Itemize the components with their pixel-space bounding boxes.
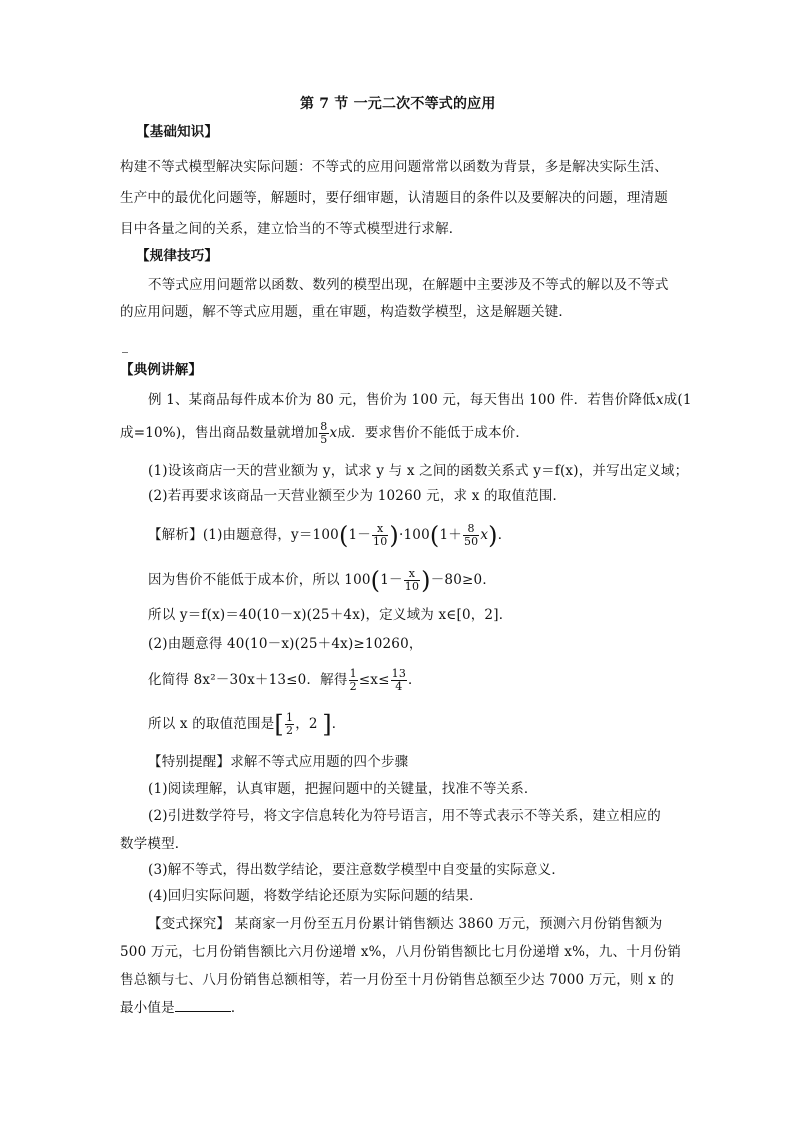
reminder-heading: 【特别提醒】求解不等式应用题的四个步骤 [148,754,409,770]
basics-line-1: 构建不等式模型解决实际问题：不等式的应用问题常常以函数为背景，多是解决实际生活、 [120,159,668,175]
frac-numerator: 1 [349,667,357,680]
frac-denominator: 2 [285,724,294,737]
examples-heading: 【典例讲解】 [120,362,203,378]
solution-5-mid: ≤x≤ [358,672,390,688]
reminder-step-1: (1)阅读理解，认真审题，把握问题中的关键量，找准不等关系． [148,781,538,797]
solution-5-frac-1 [349,668,358,693]
example1-line-1-text: 例 1、某商品每件成本价为 80 元，售价为 100 元，每天售出 100 件．若售价降低 [148,392,656,408]
page-title: 第 7 节 一元二次不等式的应用 [300,96,496,112]
reminder-step-3: (3)解不等式，得出数学结论，要注意数学模型中自变量的实际意义． [148,862,566,878]
tips-line-2: 的应用问题，解不等式应用题，重在审题，构造数学模型，这是解题关键． [120,304,573,320]
solution-5-a: 化简得 8x²－30x＋13≤0．解得 [148,672,348,688]
solution-line-4: (2)由题意得 40(10－x)(25＋4x)≥10260， [148,636,423,652]
frac-numerator: 13 [391,667,407,680]
basics-line-2: 生产中的最优化问题等，解题时，要仔细审题，认清题目的条件以及要解决的问题，理清题 [120,190,668,206]
example1-line-1-end: 成(1 [663,392,692,408]
solution-line-1: 【解析】(1)由题意得，y＝100(1－ $\frac{x}{10}$ )·100(1＋ $\frac{8}{50}$ x)． [148,521,512,550]
solution-5-frac-2 [391,668,407,693]
tips-heading: 【规律技巧】 [136,248,219,264]
variant-line-1: 【变式探究】 某商家一月份至五月份累计销售额达 3860 万元，预测六月份销售额为 [148,916,663,932]
basics-line-3: 目中各量之间的关系，建立恰当的不等式模型进行求解． [120,221,463,237]
frac-denominator: 2 [349,680,357,693]
variant-line-3: 售总额与七、八月份销售总额相等，若一月份至十月份销售总额至少达 7000 万元，则 x 的 [120,972,675,988]
divider-mark [122,352,128,353]
variant-line-4: 最小值是 ． [120,997,245,1018]
solution-2-b: －80≥0． [430,572,497,588]
solution-line-6: 所以 x 的取值范围是[ $\frac{1}{2}$ ，2 ]． [148,710,346,739]
solution-6-frac [285,712,294,737]
example1-line-2: 成=10%)，售出商品数量就增加 $\frac{8}{5}$ x成．要求售价不能低于成本价． [120,420,530,446]
example1-var-x: x [655,392,664,408]
frac-denominator: 4 [395,680,403,693]
frac-numerator: x [372,523,388,536]
variant-line-2: 500 万元，七月份销售额比六月份递增 x%，八月份销售额比七月份递增 x%，九、十月份销 [120,944,682,960]
example1-line-2-b: 成．要求售价不能低于成本价． [337,425,530,441]
basics-heading: 【基础知识】 [136,124,219,140]
question-2: (2)若再要求该商品一天营业额至少为 10260 元，求 x 的取值范围． [148,488,567,504]
solution-label: 【解析】 [148,527,203,543]
solution-6-a: 所以 x 的取值范围是 [148,716,275,732]
reminder-step-2a: (2)引进数学符号，将文字信息转化为符号语言，用不等式表示不等关系，建立相应的 [148,808,661,824]
solution-2-frac [404,568,420,593]
solution-line-2: 因为售价不能低于成本价，所以 100(1－ $\frac{x}{10}$ )－80≥0． [148,566,497,595]
solution-1-frac-1 [372,523,388,548]
solution-1-frac-2 [463,523,479,548]
solution-6-two: 2 [308,716,318,732]
solution-line-3: 所以 y＝f(x)＝40(10－x)(25＋4x)，定义域为 x∈[0，2]． [148,607,513,623]
variant-line-4-text: 最小值是 [120,1000,175,1016]
frac-denominator: 10 [373,535,388,548]
frac-numerator: 8 [463,523,479,536]
solution-1-b: ·100 [399,527,430,543]
frac-numerator: x [404,568,420,581]
example1-line-2-a: 成=10%)，售出商品数量就增加 [120,425,319,441]
tips-line-1: 不等式应用问题常以函数、数列的模型出现，在解题中主要涉及不等式的解以及不等式 [148,277,669,293]
solution-line-5: 化简得 8x²－30x＋13≤0．解得 $\frac{1}{2}$ ≤x≤ $\frac{13}{4}$ ． [148,667,422,693]
frac-denominator: 50 [463,535,479,548]
answer-blank[interactable] [175,997,231,1012]
solution-1-a: (1)由题意得，y＝100 [202,527,339,543]
example1-fraction [319,421,328,446]
frac-denominator: 5 [320,433,328,446]
solution-2-a: 因为售价不能低于成本价，所以 100 [148,572,371,588]
example1-line-1 [148,390,692,410]
reminder-step-4: (4)回归实际问题，将数学结论还原为实际问题的结果． [148,888,483,904]
frac-numerator: 8 [320,420,328,433]
frac-denominator: 10 [404,580,420,593]
question-1: (1)设该商店一天的营业额为 y，试求 y 与 x 之间的函数关系式 y＝f(x)，并写出定义域； [148,463,689,479]
frac-numerator: 1 [285,711,294,724]
reminder-step-2b: 数学模型． [120,836,189,852]
